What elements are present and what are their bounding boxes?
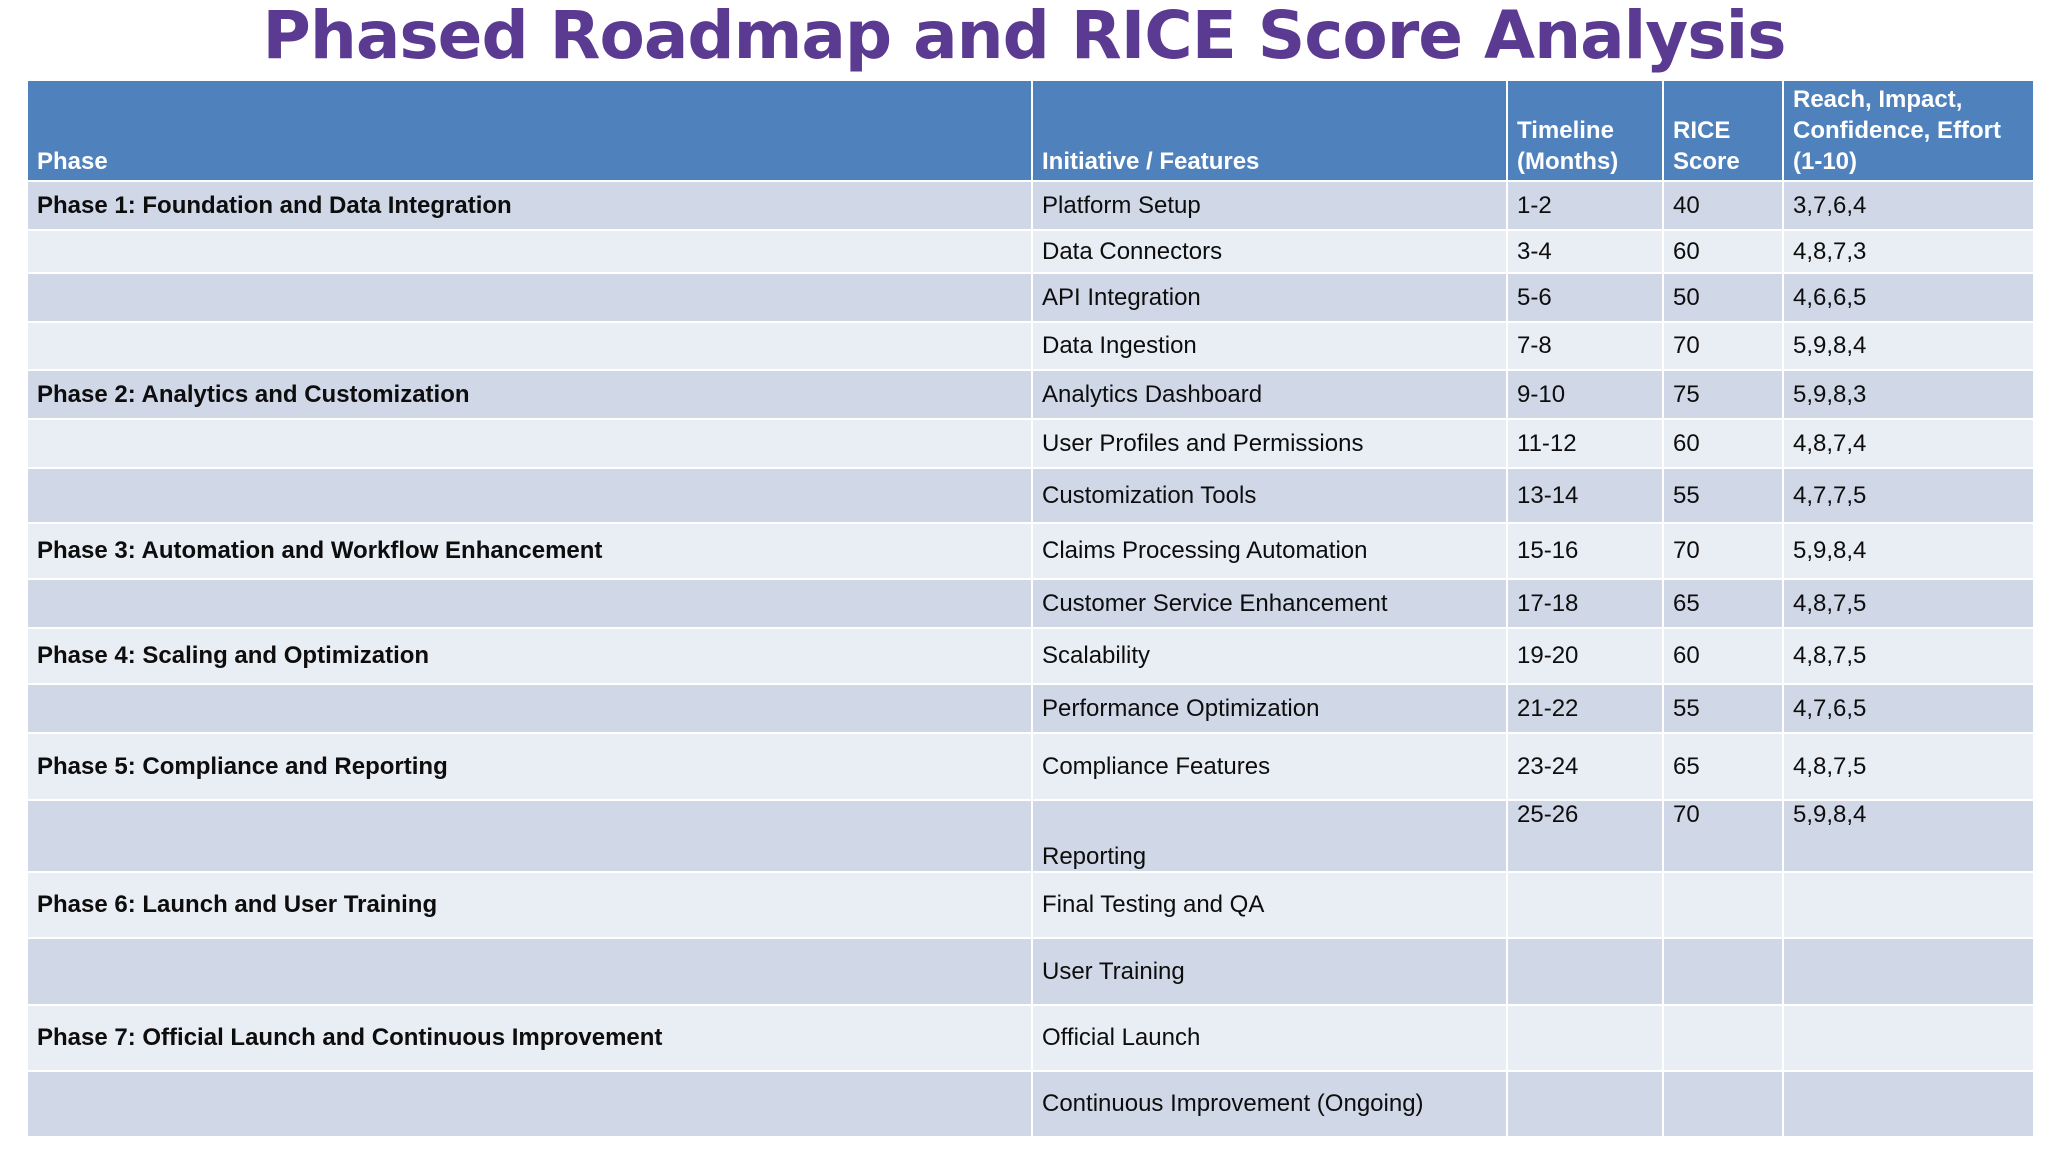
table-row [27, 419, 2034, 468]
table-row [27, 181, 2034, 230]
rice-components-cell: 4,7,7,5 [1783, 468, 2034, 523]
rice-components-cell: 3,7,6,4 [1783, 181, 2034, 230]
phase-cell [27, 938, 1032, 1005]
table-row [27, 370, 2034, 419]
rice-score-cell [1663, 1071, 1783, 1137]
rice-components-cell: 4,7,6,5 [1783, 684, 2034, 733]
initiative-cell: Reporting [1032, 800, 1507, 872]
initiative-cell: Data Ingestion [1032, 322, 1507, 370]
rice-components-cell: 4,8,7,3 [1783, 230, 2034, 273]
table-row [27, 800, 2034, 872]
phase-cell [27, 579, 1032, 628]
rice-score-cell: 65 [1663, 579, 1783, 628]
initiative-cell: Customization Tools [1032, 468, 1507, 523]
rice-score-cell: 40 [1663, 181, 1783, 230]
timeline-cell: 9-10 [1507, 370, 1663, 419]
rice-score-cell: 65 [1663, 733, 1783, 800]
phase-cell [27, 1071, 1032, 1137]
phase-cell [27, 684, 1032, 733]
initiative-cell: User Training [1032, 938, 1507, 1005]
rice-components-cell: 4,8,7,5 [1783, 579, 2034, 628]
table-row [27, 872, 2034, 938]
rice-components-cell: 5,9,8,4 [1783, 523, 2034, 579]
timeline-cell: 11-12 [1507, 419, 1663, 468]
rice-score-cell: 50 [1663, 273, 1783, 322]
table-header-row [27, 80, 2034, 181]
rice-score-cell: 60 [1663, 419, 1783, 468]
rice-score-cell: 70 [1663, 322, 1783, 370]
table-row [27, 523, 2034, 579]
timeline-cell: 7-8 [1507, 322, 1663, 370]
phase-cell [27, 230, 1032, 273]
initiative-cell: Performance Optimization [1032, 684, 1507, 733]
timeline-cell: 23-24 [1507, 733, 1663, 800]
initiative-cell: Customer Service Enhancement [1032, 579, 1507, 628]
rice-score-cell: 55 [1663, 468, 1783, 523]
rice-score-cell: 70 [1663, 523, 1783, 579]
phase-cell [27, 322, 1032, 370]
timeline-cell: 19-20 [1507, 628, 1663, 684]
timeline-cell: 21-22 [1507, 684, 1663, 733]
rice-components-cell: 4,8,7,5 [1783, 733, 2034, 800]
rice-components-cell: 4,8,7,5 [1783, 628, 2034, 684]
rice-score-cell: 55 [1663, 684, 1783, 733]
phase-cell [27, 419, 1032, 468]
rice-score-cell: 60 [1663, 230, 1783, 273]
table-row [27, 1071, 2034, 1137]
initiative-cell: API Integration [1032, 273, 1507, 322]
page-title: Phased Roadmap and RICE Score Analysis [262, 0, 1786, 74]
timeline-cell [1507, 1071, 1663, 1137]
header-rice-score: RICE Score [1663, 80, 1783, 181]
timeline-cell: 3-4 [1507, 230, 1663, 273]
rice-components-cell [1783, 872, 2034, 938]
initiative-cell: Claims Processing Automation [1032, 523, 1507, 579]
table-row [27, 230, 2034, 273]
table-row [27, 273, 2034, 322]
rice-components-cell: 4,8,7,4 [1783, 419, 2034, 468]
rice-components-cell: 5,9,8,4 [1783, 800, 2034, 872]
rice-score-cell [1663, 872, 1783, 938]
header-rice-components: Reach, Impact, Confidence, Effort (1-10) [1783, 80, 2034, 181]
initiative-cell: Scalability [1032, 628, 1507, 684]
initiative-cell: User Profiles and Permissions [1032, 419, 1507, 468]
header-initiative: Initiative / Features [1032, 80, 1507, 181]
table-row [27, 468, 2034, 523]
phase-cell [27, 468, 1032, 523]
rice-score-cell: 70 [1663, 800, 1783, 872]
phase-cell: Phase 7: Official Launch and Continuous Improvement [27, 1005, 1032, 1071]
timeline-cell: 17-18 [1507, 579, 1663, 628]
table-row [27, 1005, 2034, 1071]
table-row [27, 322, 2034, 370]
table-row [27, 684, 2034, 733]
rice-score-cell [1663, 938, 1783, 1005]
rice-components-cell [1783, 938, 2034, 1005]
roadmap-table [26, 79, 2035, 1138]
initiative-cell: Analytics Dashboard [1032, 370, 1507, 419]
timeline-cell [1507, 938, 1663, 1005]
timeline-cell [1507, 1005, 1663, 1071]
rice-components-cell: 4,6,6,5 [1783, 273, 2034, 322]
initiative-cell: Official Launch [1032, 1005, 1507, 1071]
rice-components-cell [1783, 1005, 2034, 1071]
phase-cell [27, 273, 1032, 322]
phase-cell: Phase 5: Compliance and Reporting [27, 733, 1032, 800]
rice-components-cell: 5,9,8,4 [1783, 322, 2034, 370]
phase-cell [27, 800, 1032, 872]
phase-cell: Phase 1: Foundation and Data Integration [27, 181, 1032, 230]
header-timeline: Timeline (Months) [1507, 80, 1663, 181]
table-row [27, 579, 2034, 628]
initiative-cell: Platform Setup [1032, 181, 1507, 230]
initiative-cell: Compliance Features [1032, 733, 1507, 800]
header-phase: Phase [27, 80, 1032, 181]
initiative-cell: Continuous Improvement (Ongoing) [1032, 1071, 1507, 1137]
initiative-cell: Data Connectors [1032, 230, 1507, 273]
rice-score-cell: 60 [1663, 628, 1783, 684]
timeline-cell: 25-26 [1507, 800, 1663, 872]
table-row [27, 733, 2034, 800]
rice-components-cell [1783, 1071, 2034, 1137]
phase-cell: Phase 2: Analytics and Customization [27, 370, 1032, 419]
phase-cell: Phase 4: Scaling and Optimization [27, 628, 1032, 684]
timeline-cell [1507, 872, 1663, 938]
table-row [27, 938, 2034, 1005]
phase-cell: Phase 3: Automation and Workflow Enhancement [27, 523, 1032, 579]
rice-score-cell [1663, 1005, 1783, 1071]
timeline-cell: 13-14 [1507, 468, 1663, 523]
timeline-cell: 15-16 [1507, 523, 1663, 579]
rice-components-cell: 5,9,8,3 [1783, 370, 2034, 419]
table-row [27, 628, 2034, 684]
initiative-cell: Final Testing and QA [1032, 872, 1507, 938]
rice-score-cell: 75 [1663, 370, 1783, 419]
phase-cell: Phase 6: Launch and User Training [27, 872, 1032, 938]
timeline-cell: 5-6 [1507, 273, 1663, 322]
timeline-cell: 1-2 [1507, 181, 1663, 230]
